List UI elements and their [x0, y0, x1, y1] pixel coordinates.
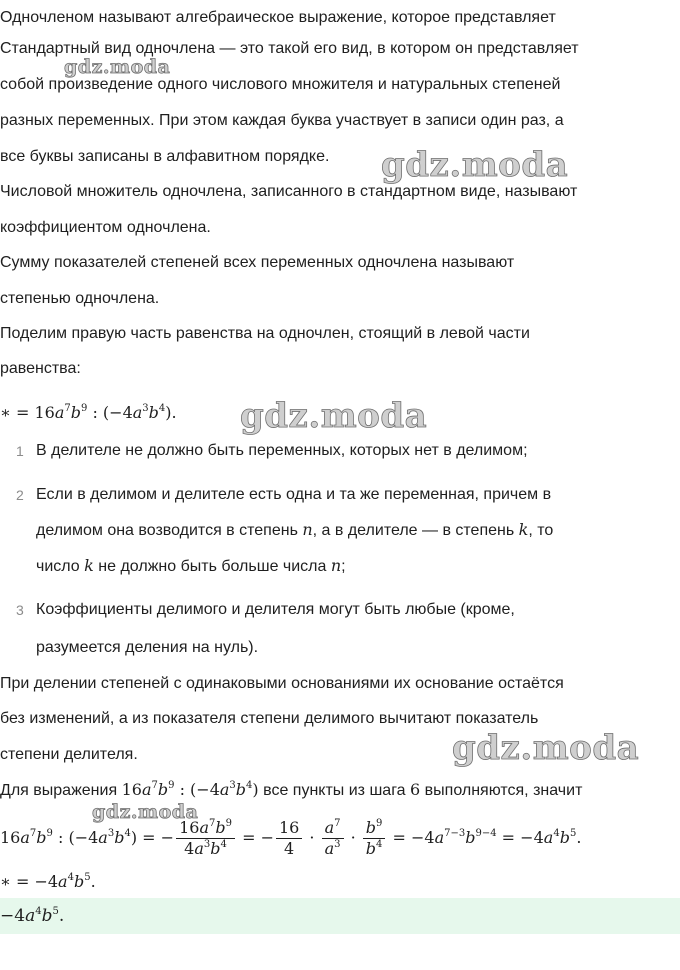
- list-number: 2: [16, 487, 24, 503]
- list-number: 3: [16, 602, 24, 618]
- text-line: разных переменных. При этом каждая буква участвует в записи один раз, а: [0, 112, 564, 129]
- variable-k: k: [84, 556, 94, 575]
- watermark: gdz.moda: [92, 801, 199, 823]
- text-line: все буквы записаны в алфавитном порядке.: [0, 148, 330, 165]
- answer-formula: $-4a^4b^5$.: [0, 906, 65, 926]
- text-line: Сумму показателей степеней всех переменных одночлена называют: [0, 254, 515, 271]
- text-line: степени делителя.: [0, 746, 138, 763]
- text-line: Поделим правую часть равенства на одночлен, стоящий в левой части: [0, 325, 530, 342]
- variable-n: n: [302, 520, 313, 539]
- formula-result: ∗ = $-4a^4b^5$.: [0, 872, 96, 891]
- list-item-text: Если в делимом и делителе есть одна и та же переменная, причем в: [36, 486, 552, 503]
- list-item-text: число k не должно быть больше числа n;: [36, 556, 346, 575]
- list-item-text: делимом она возводится в степень n, а в делителе — в степень k, то: [36, 520, 554, 539]
- text-line: собой произведение одного числового множителя и натуральных степеней: [0, 76, 561, 93]
- variable-n: n: [330, 556, 342, 575]
- watermark: gdz.moda: [381, 145, 569, 185]
- formula-division: ∗ = $16a^7b^9$ : $(-4a^3b^4)$.: [0, 403, 177, 422]
- watermark: gdz.moda: [240, 396, 428, 436]
- conclusion-line: Для выражения $16a^7b^9$ : $(-4a^3b^4)$ все пункты из шага 6 выполняются, значит: [0, 780, 583, 799]
- variable-k: k: [518, 520, 529, 539]
- answer-box: [0, 898, 680, 934]
- text-line: равенства:: [0, 360, 81, 377]
- text-line: Стандартный вид одночлена — это такой его вид, в котором он представляет: [0, 40, 579, 57]
- text-line: коэффициентом одночлена.: [0, 219, 211, 236]
- watermark: gdz.moda: [452, 728, 640, 768]
- formula-derivation: $16a^7b^9$ : $(-4a^3b^4)$ = − $\frac{16a^7b^9}{4a^3b^4}$ = − $\frac{16}{4}$ · $\frac{a^7}{a^3}$ · $\frac{b^9}{b^4}$ = $-4a^{7-3}b^{9-4} = -4a^4b^5$.: [0, 818, 582, 858]
- list-item-text: разумеется деления на нуль).: [36, 639, 259, 656]
- list-number: 1: [16, 443, 24, 459]
- text-line: степенью одночлена.: [0, 290, 160, 307]
- text-line: Числовой множитель одночлена, записанного в стандартном виде, называют: [0, 183, 578, 200]
- list-item-text: Коэффициенты делимого и делителя могут быть любые (кроме,: [36, 601, 515, 618]
- text-line: При делении степеней с одинаковыми основаниями их основание остаётся: [0, 675, 564, 692]
- watermark: gdz.moda: [64, 56, 171, 78]
- text-line: без изменений, а из показателя степени делимого вычитают показатель: [0, 710, 539, 727]
- list-item-text: В делителе не должно быть переменных, которых нет в делимом;: [36, 442, 528, 459]
- text-line: Одночленом называют алгебраическое выражение, которое представляет: [0, 9, 556, 26]
